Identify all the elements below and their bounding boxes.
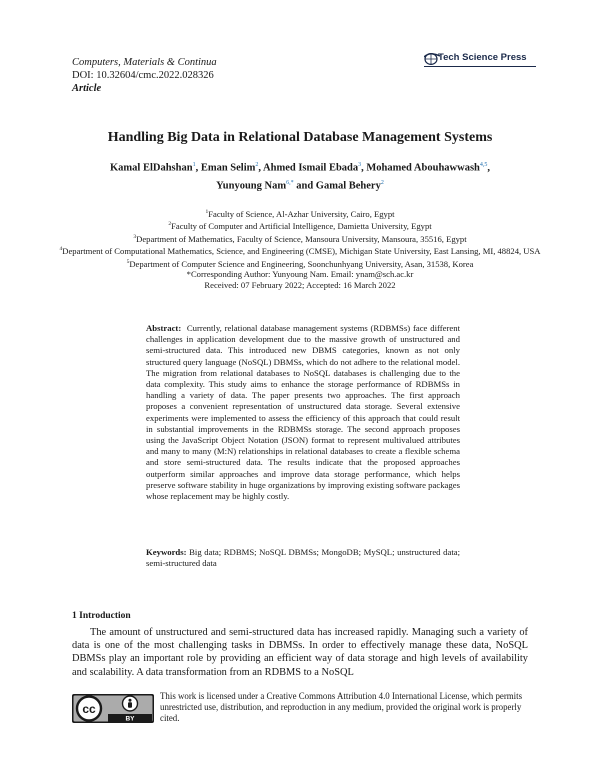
- author-line-2: [60, 176, 540, 194]
- affiliation: [40, 232, 560, 244]
- affiliations: [40, 207, 560, 290]
- author-list: [60, 158, 540, 193]
- author-affil-mark: 3: [358, 162, 362, 168]
- corresponding-author: *Corresponding Author: Yunyoung Nam. Email: ynam@sch.ac.kr: [186, 269, 414, 280]
- author-name: Ahmed Ismail Ebada: [263, 162, 359, 174]
- publisher-name: Tech Science Press: [438, 52, 527, 63]
- affil-text: Department of Computer Science and Engineering, Soonchunhyang University, Asan, 31538, Korea: [129, 258, 474, 269]
- affiliation: [40, 219, 560, 231]
- affil-text: Department of Computational Mathematics, Science, and Engineering (CMSE), Michigan State University, East Lansing, MI, 48824, USA: [62, 246, 541, 257]
- affil-text: Department of Mathematics, Faculty of Science, Mansoura University, Mansoura, 35516, Egypt: [136, 233, 467, 244]
- journal-name: Computers, Materials & Continua: [72, 57, 217, 68]
- keywords-label: Keywords:: [146, 547, 187, 557]
- affil-number: 2: [168, 221, 172, 228]
- author-line-1: Kamal ElDahshan$^1$, Eman Selim$^2$, Ahmed Ismail Ebada$^3$, Mohamed Abouhawwash$^{4,5}$,: [109, 162, 491, 174]
- section-heading: 1 Introduction: [72, 611, 131, 621]
- received-accepted-dates: Received: 07 February 2022; Accepted: 16 March 2022: [204, 279, 396, 290]
- cc-by-license-badge[interactable]: [72, 694, 154, 723]
- affiliation: [40, 207, 560, 219]
- author-affil-mark: 4,5: [479, 162, 488, 168]
- article-type: Article: [72, 83, 102, 94]
- author-affil-mark: 6,*: [286, 179, 294, 186]
- abstract: [146, 323, 460, 502]
- affil-number: 5: [126, 258, 130, 265]
- creative-commons-icon: [72, 694, 154, 723]
- publisher-underline: [424, 66, 536, 67]
- affiliation: [40, 244, 560, 256]
- abstract-label: Abstract:: [146, 323, 182, 333]
- affil-text: Faculty of Science, Al-Azhar University, Cairo, Egypt: [208, 208, 395, 219]
- author-name: Kamal ElDahshan: [109, 162, 193, 174]
- author-name: Gamal Behery: [315, 180, 381, 191]
- doi: DOI: 10.32604/cmc.2022.028326: [72, 70, 214, 81]
- affiliation: [40, 257, 560, 269]
- author-affil-mark: 2: [380, 179, 384, 186]
- affil-number: 3: [133, 233, 137, 240]
- author-name: Mohamed Abouhawwash: [366, 162, 480, 174]
- author-affil-mark: 1: [192, 162, 196, 168]
- author-conjunction: and: [296, 180, 314, 191]
- author-name: Yunyoung Nam: [216, 180, 287, 191]
- by-glyph: BY: [125, 715, 135, 723]
- keywords-text: Big data; RDBMS; NoSQL DBMSs; MongoDB; MySQL; unstructured data; semi-structured data: [146, 547, 460, 569]
- keywords: [146, 547, 460, 569]
- cc-glyph: cc: [82, 702, 96, 716]
- paper-title: Handling Big Data in Relational Database Management Systems: [107, 130, 493, 145]
- abstract-text: Currently, relational database management systems (RDBMSs) face different challenges in application development due to the massive growth of unstructured and semi-structured data. This introduced new DBMS categories, known as not only structured query language (NoSQL) DBMSs, which do not adhere to the relational model. The migration from relational databases to NoSQL databases is challenging due to the data complexity. This study aims to enhance the storage performance of RDBMSs in handling a variety of data. The paper presents two approaches. The first approach proposes a convenient representation of unstructured data storage. Several extensive experiments were implemented to assess the efficiency of this approach that could result in substantial improvements in the RDBMSs storage. The second approach proposes using the JavaScript Object Notation (JSON) format to represent multivalued attributes and many to many (M:N) relationships in relational databases to create a flexible schema and store semi-structured data. The results indicate that the proposed approaches outperform similar approaches and improve data storage performance, which helps preserve software stability in huge organizations by improving existing software packages whose replacement may be highly costly.: [146, 323, 460, 502]
- affil-text: Faculty of Computer and Artificial Intelligence, Damietta University, Egypt: [171, 221, 432, 232]
- affil-number: 1: [205, 209, 209, 215]
- publisher-logo: [424, 52, 534, 66]
- author-name: Eman Selim: [200, 162, 256, 174]
- section-body: The amount of unstructured and semi-structured data has increased rapidly. Managing such a variety of data is one of the most challenging tasks in DBMSs. In order to effectively manage these data, NoSQL DBMSs play an important role by providing an efficient way of data storage and high levels of availability and scalability. A data transformation from an RDBMS to a NoSQL: [72, 627, 528, 678]
- affil-number: 4: [59, 246, 63, 253]
- author-affil-mark: 2: [255, 162, 259, 168]
- license-text: This work is licensed under a Creative Commons Attribution 4.0 International License, which permits unrestricted use, distribution, and reproduction in any medium, provided the original work is properly cited.: [160, 691, 523, 723]
- journal-header: [72, 56, 217, 95]
